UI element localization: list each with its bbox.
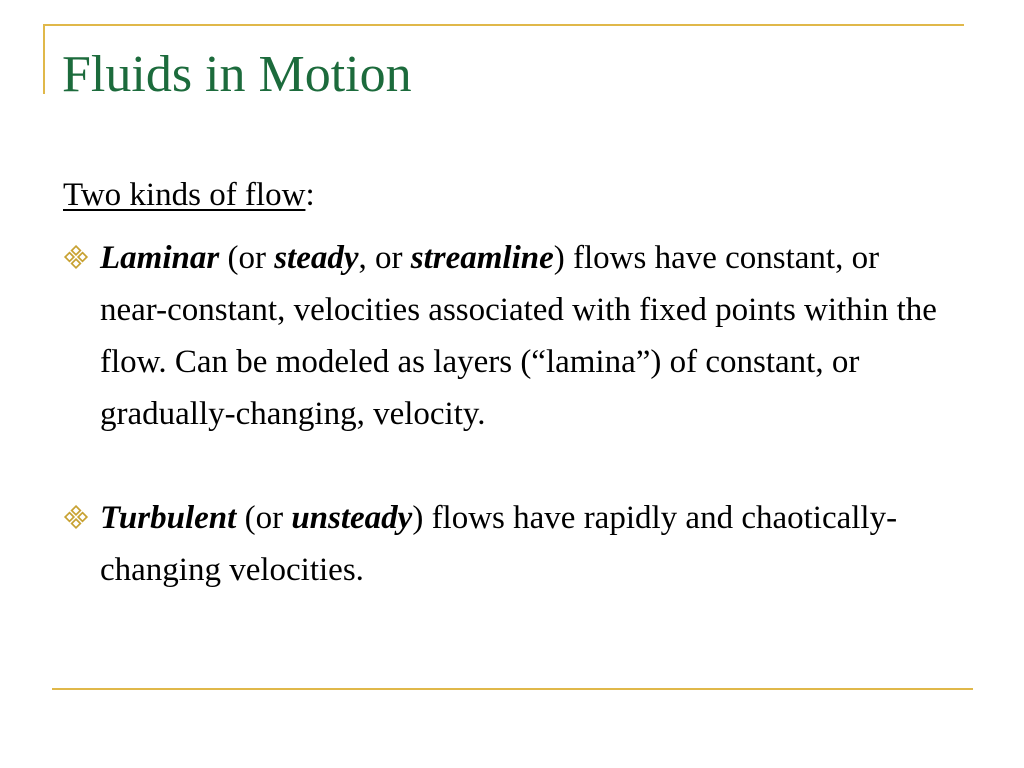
term-streamline: streamline [410,240,554,276]
subheading-text: Two kinds of flow [63,177,306,213]
term-turbulent: Turbulent [100,500,237,536]
bullet-list [63,232,953,596]
term-steady: steady [274,240,359,276]
subheading-colon: : [305,177,315,213]
bullet-text: (or [219,240,275,276]
left-rule [43,24,45,94]
bullet-text: (or [236,500,292,536]
bullet-turbulent [63,492,953,596]
term-unsteady: unsteady [291,500,413,536]
bullet-laminar [63,232,953,440]
four-diamond-bullet-icon [63,244,89,270]
top-rule [43,24,964,26]
four-diamond-bullet-icon [63,504,89,530]
term-laminar: Laminar [100,240,220,276]
subheading [63,170,315,220]
bottom-rule [52,688,973,690]
bullet-text: , or [358,240,411,276]
bullet-text: ) flows have rapidly and chaotically-changing velocities. [100,500,898,588]
bullet-text: ) flows have constant, or near-constant, velocities associated with fixed points within the flow. Can be modeled as layers (“lamina”) of constant, or gradually-changing, velocity. [100,240,937,432]
slide-title: Fluids in Motion [62,46,412,103]
